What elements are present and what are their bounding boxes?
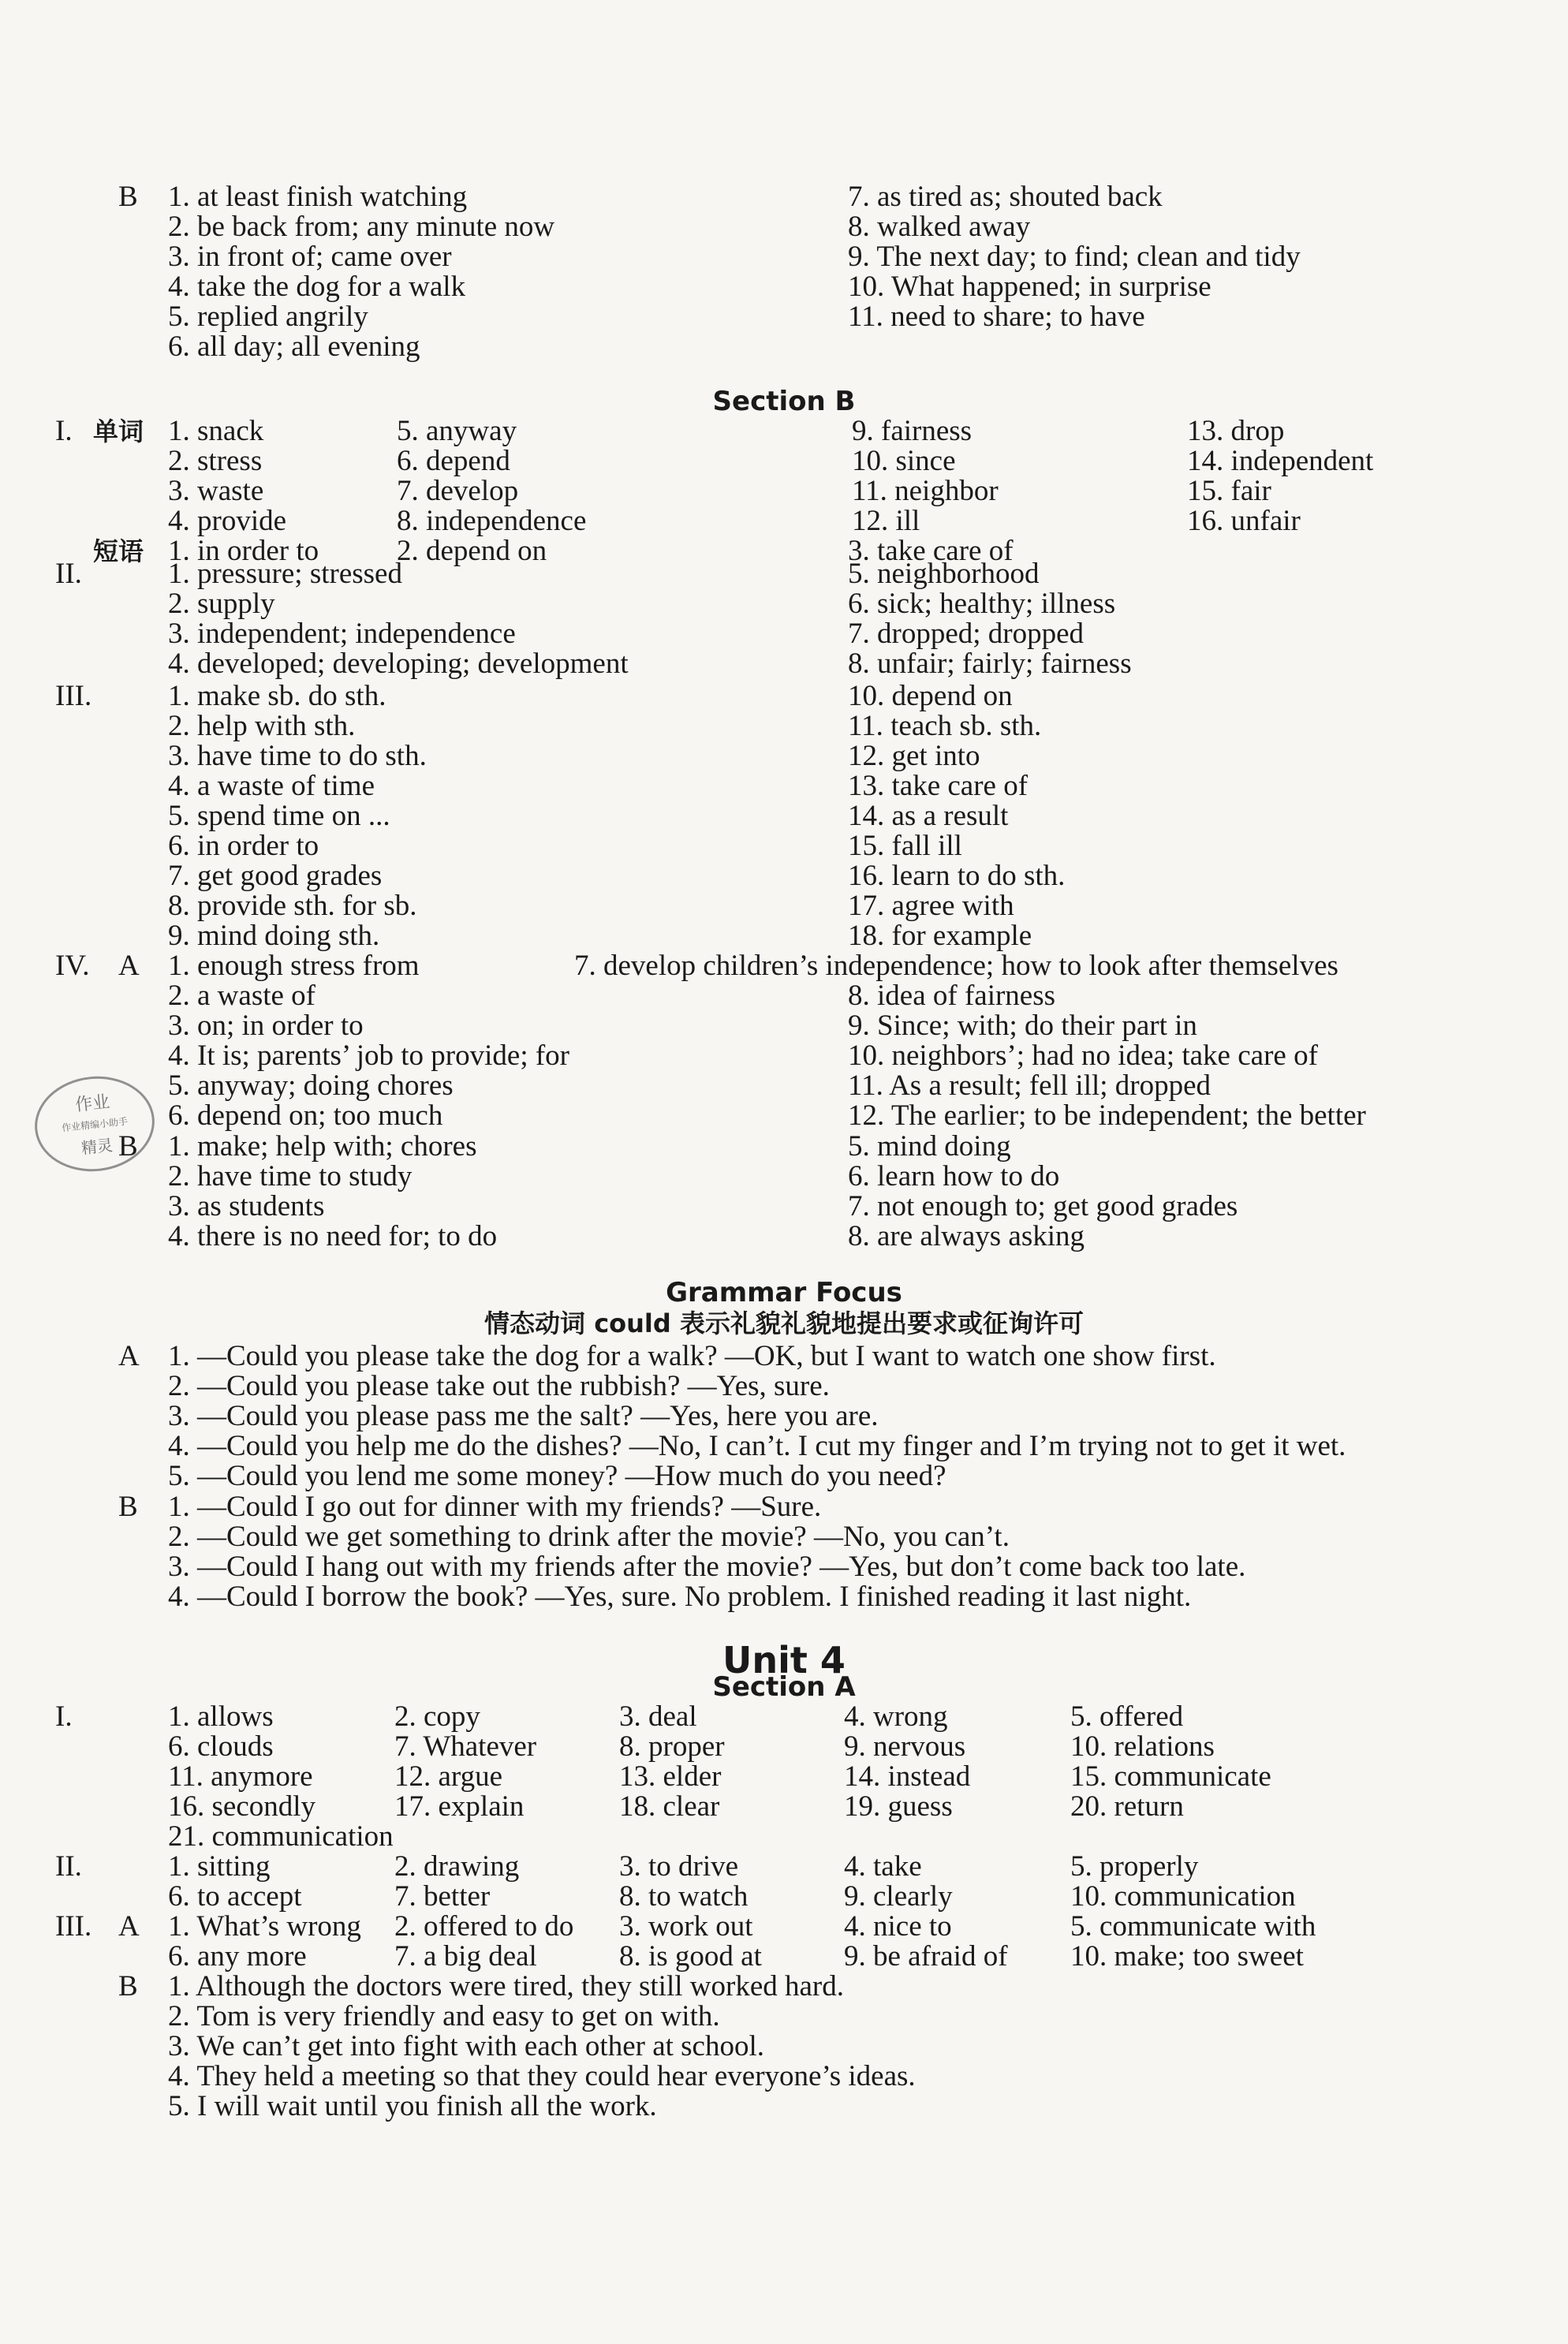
- answer-cell: 16. secondly: [168, 1790, 316, 1823]
- answer-line: 4. there is no need for; to do: [168, 1220, 498, 1252]
- answer-line: 15. fall ill: [848, 830, 962, 862]
- answer-line: 5. anyway; doing chores: [168, 1069, 454, 1102]
- answer-line: 11. teach sb. sth.: [848, 710, 1042, 742]
- answer-line: 12. ill: [852, 505, 920, 537]
- part-label: A: [118, 1910, 140, 1943]
- answer-line: 1. make; help with; chores: [168, 1130, 477, 1163]
- answer-cell: 2. copy: [394, 1700, 480, 1733]
- answer-line: 2. supply: [168, 588, 275, 620]
- answer-line: 4. They held a meeting so that they could hear everyone’s ideas.: [168, 2060, 916, 2092]
- answer-line: 1. in order to: [168, 535, 319, 567]
- answer-line: 8. unfair; fairly; fairness: [848, 648, 1132, 680]
- answer-line: 2. a waste of: [168, 980, 315, 1012]
- answer-line: 4. provide: [168, 505, 287, 537]
- answer-line: 9. mind doing sth.: [168, 920, 380, 952]
- answer-line: 1. snack: [168, 415, 264, 447]
- answer-line: 1. enough stress from: [168, 950, 420, 982]
- answer-line: 12. The earlier; to be independent; the better: [848, 1099, 1366, 1132]
- answer-line: 3. independent; independence: [168, 618, 516, 650]
- answer-line: 8. provide sth. for sb.: [168, 890, 417, 922]
- answer-line: 17. agree with: [848, 890, 1014, 922]
- answer-cell: 12. argue: [394, 1760, 502, 1793]
- answer-line: 8. idea of fairness: [848, 980, 1056, 1012]
- section-b-title: Section B: [712, 386, 856, 417]
- answer-cell: 4. take: [844, 1850, 922, 1883]
- answer-line: 3. on; in order to: [168, 1010, 364, 1042]
- answer-line: 3. have time to do sth.: [168, 740, 427, 772]
- answer-line: 3. —Could you please pass me the salt? —Yes, here you are.: [168, 1400, 879, 1432]
- answer-cell: 8. is good at: [619, 1940, 762, 1973]
- answer-cell: 3. deal: [619, 1700, 697, 1733]
- part-label: I.: [55, 1700, 73, 1733]
- grammar-focus-subtitle: 情态动词 could 表示礼貌礼貌地提出要求或征询许可: [484, 1308, 1084, 1338]
- answer-line: 16. unfair: [1187, 505, 1301, 537]
- answer-cell: 9. be afraid of: [844, 1940, 1008, 1973]
- answer-line: 13. take care of: [848, 770, 1029, 802]
- stamp-text: 精灵: [80, 1135, 114, 1158]
- answer-cell: 4. wrong: [844, 1700, 948, 1733]
- answer-line: 10. What happened; in surprise: [848, 271, 1211, 303]
- answer-line: 5. —Could you lend me some money? —How much do you need?: [168, 1460, 946, 1492]
- answer-cell: 7. better: [394, 1880, 491, 1913]
- answer-line: 2. —Could you please take out the rubbish? —Yes, sure.: [168, 1370, 830, 1402]
- part-label: IV.: [55, 950, 90, 982]
- answer-line: 6. in order to: [168, 830, 319, 862]
- stamp-text: 作业: [74, 1092, 111, 1116]
- answer-line: 1. at least finish watching: [168, 181, 468, 213]
- answer-line: 8. walked away: [848, 211, 1031, 243]
- answer-line: 3. in front of; came over: [168, 241, 452, 273]
- duanyu-label: 短语: [93, 536, 144, 566]
- answer-cell: 6. clouds: [168, 1730, 274, 1763]
- answer-line: 4. take the dog for a walk: [168, 271, 466, 303]
- answer-line: 6. depend: [397, 445, 510, 477]
- answer-line: 1. Although the doctors were tired, they still worked hard.: [168, 1970, 844, 2002]
- stamp-text: 作业精编小助手: [61, 1115, 129, 1134]
- part-label: B: [118, 181, 138, 213]
- answer-line: 4. —Could you help me do the dishes? —No, I can’t. I cut my finger and I’m trying not to get it wet.: [168, 1430, 1346, 1462]
- answer-line: 12. get into: [848, 740, 980, 772]
- answer-line: 4. It is; parents’ job to provide; for: [168, 1039, 569, 1072]
- answer-line: 21. communication: [168, 1820, 394, 1853]
- answer-line: 2. Tom is very friendly and easy to get on with.: [168, 2000, 720, 2032]
- answer-line: 3. —Could I hang out with my friends after the movie? —Yes, but don’t come back too late.: [168, 1551, 1246, 1583]
- answer-cell: 1. sitting: [168, 1850, 271, 1883]
- answer-cell: 5. offered: [1070, 1700, 1184, 1733]
- answer-cell: 8. proper: [619, 1730, 725, 1763]
- answer-cell: 17. explain: [394, 1790, 525, 1823]
- answer-line: 1. —Could you please take the dog for a walk? —OK, but I want to watch one show first.: [168, 1340, 1216, 1372]
- answer-line: 14. independent: [1187, 445, 1374, 477]
- answer-line: 4. developed; developing; development: [168, 648, 629, 680]
- homework-helper-stamp: [30, 1070, 159, 1177]
- part-label: A: [118, 1340, 140, 1372]
- answer-line: 5. replied angrily: [168, 300, 368, 333]
- answer-cell: 19. guess: [844, 1790, 953, 1823]
- part-label: III.: [55, 1910, 92, 1943]
- answer-line: 4. a waste of time: [168, 770, 375, 802]
- answer-cell: 10. relations: [1070, 1730, 1215, 1763]
- answer-cell: 6. any more: [168, 1940, 307, 1973]
- unit-title: Unit 4: [722, 1639, 846, 1681]
- answer-line: 16. learn to do sth.: [848, 860, 1066, 892]
- answer-line: 10. since: [852, 445, 956, 477]
- part-label: I.: [55, 415, 73, 447]
- answer-cell: 5. communicate with: [1070, 1910, 1316, 1943]
- answer-cell: 6. to accept: [168, 1880, 302, 1913]
- grammar-focus-title: Grammar Focus: [666, 1277, 902, 1308]
- danci-label: 单词: [93, 416, 144, 446]
- answer-line: 11. neighbor: [852, 475, 999, 507]
- answer-cell: 4. nice to: [844, 1910, 952, 1943]
- answer-line: 7. develop: [397, 475, 519, 507]
- answer-line: 2. help with sth.: [168, 710, 356, 742]
- answer-cell: 15. communicate: [1070, 1760, 1271, 1793]
- part-label: B: [118, 1130, 138, 1163]
- part-label: A: [118, 950, 140, 982]
- answer-cell: 8. to watch: [619, 1880, 749, 1913]
- answer-line: 14. as a result: [848, 800, 1009, 832]
- answer-cell: 18. clear: [619, 1790, 720, 1823]
- answer-line: 2. have time to study: [168, 1160, 413, 1193]
- answer-line: 7. get good grades: [168, 860, 383, 892]
- answer-line: 2. be back from; any minute now: [168, 211, 555, 243]
- answer-line: 8. independence: [397, 505, 587, 537]
- answer-line: 7. develop children’s independence; how to look after themselves: [574, 950, 1338, 982]
- answer-cell: 2. offered to do: [394, 1910, 574, 1943]
- answer-line: 3. as students: [168, 1190, 325, 1222]
- answer-cell: 10. communication: [1070, 1880, 1296, 1913]
- answer-line: 1. make sb. do sth.: [168, 680, 386, 712]
- part-label: B: [118, 1970, 138, 2002]
- part-label: II.: [55, 558, 82, 590]
- part-label: II.: [55, 1850, 82, 1883]
- answer-line: 2. stress: [168, 445, 263, 477]
- answer-line: 7. dropped; dropped: [848, 618, 1085, 650]
- answer-line: 11. need to share; to have: [848, 300, 1145, 333]
- answer-cell: 3. work out: [619, 1910, 753, 1943]
- answer-cell: 14. instead: [844, 1760, 971, 1793]
- answer-line: 10. depend on: [848, 680, 1013, 712]
- answer-cell: 20. return: [1070, 1790, 1184, 1823]
- answer-cell: 10. make; too sweet: [1070, 1940, 1304, 1973]
- answer-line: 6. all day; all evening: [168, 330, 420, 363]
- answer-line: 8. are always asking: [848, 1220, 1085, 1252]
- answer-line: 5. spend time on ...: [168, 800, 390, 832]
- answer-line: 5. neighborhood: [848, 558, 1040, 590]
- answer-line: 3. take care of: [848, 535, 1014, 567]
- answer-line: 2. —Could we get something to drink after the movie? —No, you can’t.: [168, 1521, 1010, 1553]
- answer-line: 2. depend on: [397, 535, 547, 567]
- answer-line: 5. anyway: [397, 415, 517, 447]
- answer-line: 5. mind doing: [848, 1130, 1011, 1163]
- answer-cell: 2. drawing: [394, 1850, 520, 1883]
- answer-line: 1. pressure; stressed: [168, 558, 402, 590]
- answer-cell: 9. nervous: [844, 1730, 966, 1763]
- answer-cell: 7. Whatever: [394, 1730, 537, 1763]
- answer-line: 4. —Could I borrow the book? —Yes, sure. No problem. I finished reading it last night.: [168, 1581, 1192, 1613]
- answer-line: 13. drop: [1187, 415, 1285, 447]
- answer-line: 7. as tired as; shouted back: [848, 181, 1163, 213]
- answer-cell: 11. anymore: [168, 1760, 313, 1793]
- answer-line: 10. neighbors’; had no idea; take care of: [848, 1039, 1318, 1072]
- answer-line: 5. I will wait until you finish all the work.: [168, 2090, 657, 2122]
- answer-line: 6. sick; healthy; illness: [848, 588, 1116, 620]
- answer-line: 3. We can’t get into fight with each other at school.: [168, 2030, 765, 2062]
- answer-line: 9. Since; with; do their part in: [848, 1010, 1197, 1042]
- answer-cell: 5. properly: [1070, 1850, 1199, 1883]
- answer-line: 18. for example: [848, 920, 1032, 952]
- answer-cell: 3. to drive: [619, 1850, 739, 1883]
- answer-line: 11. As a result; fell ill; dropped: [848, 1069, 1211, 1102]
- answer-line: 9. The next day; to find; clean and tidy: [848, 241, 1301, 273]
- answer-cell: 9. clearly: [844, 1880, 953, 1913]
- answer-cell: 13. elder: [619, 1760, 722, 1793]
- answer-line: 7. not enough to; get good grades: [848, 1190, 1238, 1222]
- answer-line: 15. fair: [1187, 475, 1271, 507]
- answer-line: 6. learn how to do: [848, 1160, 1060, 1193]
- answer-cell: 1. What’s wrong: [168, 1910, 361, 1943]
- part-label: III.: [55, 680, 92, 712]
- answer-line: 3. waste: [168, 475, 264, 507]
- answer-line: 9. fairness: [852, 415, 973, 447]
- answer-line: 1. —Could I go out for dinner with my friends? —Sure.: [168, 1491, 822, 1523]
- answer-line: 6. depend on; too much: [168, 1099, 443, 1132]
- answer-cell: 1. allows: [168, 1700, 274, 1733]
- answer-cell: 7. a big deal: [394, 1940, 537, 1973]
- part-label: B: [118, 1491, 138, 1523]
- section-a-title: Section A: [712, 1671, 856, 1703]
